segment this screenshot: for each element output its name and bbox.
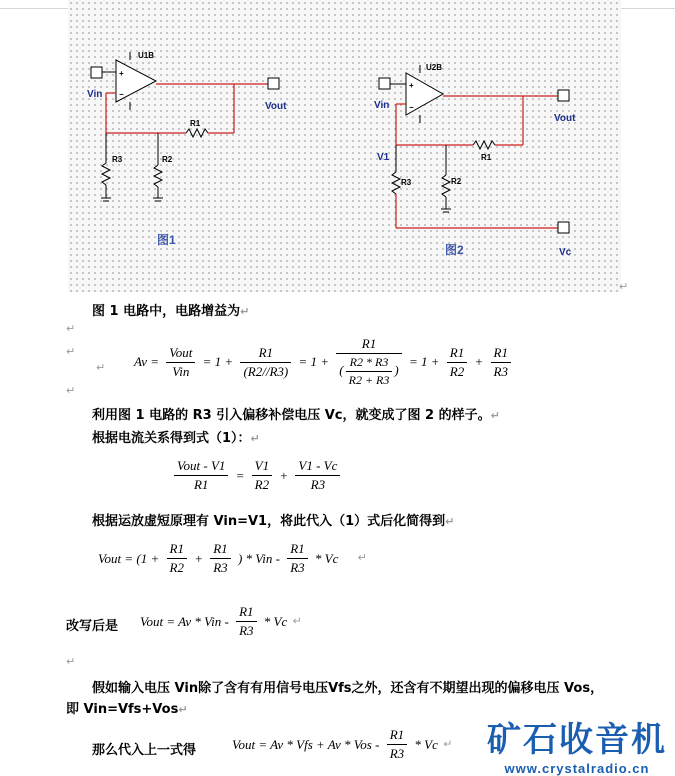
vin-terminal-1 — [91, 67, 102, 78]
svg-text:R2: R2 — [451, 177, 462, 186]
equation-gain: Av = $\frac{\text{Vout}}{\text{Vin}}$ = 1 + $\frac{R1}{(R2//R3)}$ = 1 + R1 ( $\frac{R2 * R3}{R2 + R3}$ ) = 1 + $\frac{R1}{R2}$ + $\frac{R1}{R3}$ — [132, 336, 513, 388]
circuit-figure — [68, 0, 621, 292]
vc-terminal — [558, 222, 569, 233]
figure-1-circuit — [87, 51, 287, 247]
u1b-label: U1B — [138, 51, 155, 60]
paragraph-compensation: 利用图 1 电路的 R3 引入偏移补偿电压 Vc，就变成了图 2 的样子。↵ — [92, 408, 500, 423]
r3-resistor-2 — [392, 172, 400, 194]
r1-resistor-1 — [186, 129, 208, 137]
figure-1-caption: 图1 — [157, 233, 176, 247]
equation-vout-offset: Vout = Av * Vfs + Av * Vos - $\frac{R1}{R3}$ * Vc ↵ — [232, 727, 453, 761]
paragraph-rewrite: 改写后是 — [66, 619, 119, 634]
svg-text:−: − — [409, 103, 414, 112]
vout-label-2: Vout — [554, 113, 576, 124]
paragraph-current-relation: 根据电流关系得到式（1）：↵ — [92, 431, 260, 446]
paragraph-mark: ↵ — [66, 345, 76, 358]
circuit-diagram — [68, 0, 621, 292]
paragraph-mark: ↵ — [66, 322, 76, 335]
svg-text:R2: R2 — [162, 155, 173, 164]
paragraph-mark: ↵ — [96, 361, 106, 374]
u2b-label: U2B — [426, 63, 443, 72]
vout-terminal-2 — [558, 90, 569, 101]
svg-text:+: + — [409, 81, 414, 90]
paragraph-offset-voltage: 假如输入电压 Vin除了含有有用信号电压Vfs之外，还含有不期望出现的偏移电压 Vos， — [92, 681, 604, 696]
paragraph-mark: ↵ — [66, 655, 76, 668]
equation-vout-simplified: Vout = (1 + $\frac{R1}{R2}$ + $\frac{R1}{R3}$ ) * Vin - $\frac{R1}{R3}$ * Vc ↵ — [98, 541, 367, 575]
r1-resistor-2 — [473, 141, 495, 149]
vin-label-1: Vin — [87, 89, 103, 100]
paragraph-virtual-short: 根据运放虚短原理有 Vin=V1，将此代入（1）式后化简得到↵ — [92, 514, 455, 529]
svg-text:R3: R3 — [112, 155, 123, 164]
svg-text:R1: R1 — [481, 153, 492, 162]
vout-terminal-1 — [268, 78, 279, 89]
svg-text:R1: R1 — [190, 119, 201, 128]
paragraph-gain-intro: 图 1 电路中，电路增益为↵ — [92, 304, 250, 319]
figure-2-circuit — [374, 63, 576, 258]
paragraph-vin-definition: 即 Vin=Vfs+Vos↵ — [66, 702, 188, 717]
vin-label-2: Vin — [374, 100, 390, 111]
svg-text:−: − — [119, 90, 124, 99]
equation-current: $\frac{\text{Vout - V1}}{R1}$ = $\frac{V1}{R2}$ + $\frac{V1 - Vc}{R3}$ — [172, 458, 342, 493]
r3-resistor-1 — [102, 163, 110, 185]
r2-resistor-1 — [154, 165, 162, 187]
vc-label: Vc — [559, 247, 572, 258]
vout-label-1: Vout — [265, 101, 287, 112]
site-watermark — [487, 712, 667, 776]
figure-2-caption: 图2 — [445, 243, 464, 257]
paragraph-mark: ↵ — [619, 280, 629, 293]
vin-terminal-2 — [379, 78, 390, 89]
v1-label: V1 — [377, 152, 390, 163]
svg-text:R3: R3 — [401, 178, 412, 187]
equation-vout-av: Vout = Av * Vin - $\frac{R1}{R3}$ * Vc ↵ — [140, 604, 302, 638]
paragraph-substitute: 那么代入上一式得 — [92, 743, 197, 758]
svg-text:+: + — [119, 69, 124, 78]
watermark-url: www.crystalradio.cn — [504, 761, 650, 776]
watermark-name: 矿石收音机 — [487, 720, 667, 760]
paragraph-mark: ↵ — [66, 384, 76, 397]
r2-resistor-2 — [442, 175, 450, 197]
